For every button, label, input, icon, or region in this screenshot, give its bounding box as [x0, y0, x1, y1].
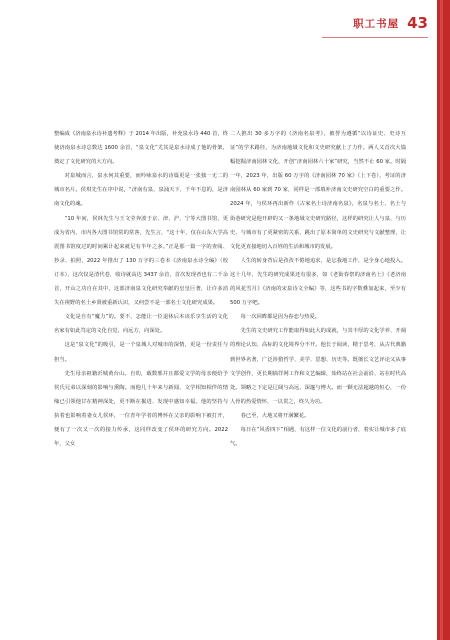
- right-text-column: [230, 127, 406, 451]
- section-title: 职工书屋: [353, 17, 400, 30]
- paragraph: 文化是自有“魔力”的。要不，怎能让一位退休后本该乐享生活的文化名家有如此笃定的文化自觉，向远方，向深处。: [54, 314, 228, 335]
- paragraph: 春已至，大地又将开满繁花。: [240, 412, 310, 419]
- paragraph: 整编成《济南泉水诗补遗考释》于 2014 年出版，补充泉水诗 440 首，终使济南泉水诗总数达 1600 余首，“泉文化”尤其是泉水诗成了他的骨架，奠定了文化研究的大方向。: [54, 131, 228, 166]
- page-header: [353, 10, 428, 36]
- paragraph: 先生母亲祖籍沂城黄台山。自幼，载数邢并且都爱文学的母亲便给予侯氏兄弟以深刻的影响与熏陶。而他几十年来与新闻、文学相知相伴的情缘已引领他甘在精神深处，更不断在掘进、发现中感知幸福。他的坚持与执着也影响着妻女儿侯环，一位青年学者的博怀在父亲的影响下被打开，便有了一次又一次的接力传承，这同样改变了侯环的研究方向。2022 年，父女: [54, 370, 228, 448]
- paragraph: 对泉城而言，泉水何其重要，而吟咏泉水的诗篇更是一张独一无二的城市名片。侯琪先生在序中说，“济南有泉，泉涌天下，千年不息的，是济南文化的魂。: [54, 173, 228, 208]
- paragraph: ”10 年间，侯林先生与王文莹奔波于京、津、沪、宁等大图书馆，更成为省内、市内各大图书馆常的常客，先生言，“这十年，仅在山东大学高震图书馆度过的时间累计起来就足有半年之多。”正是那一篇一字的查阅、抄录、拍照，2022 年推出了 130 万字的三卷本《济南泉水诗全编》（校订本），这次仅是清代卷，收诗就高达 3437 余首，首次发现者也有二千余首，开山之功自在其中，这部济南泉文化研究奉献的皇皇巨著，让许多消失在视野的名士乡贤被重新认识，又何尝不是一部名士文化研究成果。: [54, 215, 228, 307]
- paragraph: 人生的转身背后是孜孜不倦地追求，是忘我地工作，是全身心地投入。这十几年，先生的研究成果还有很多，如《老街春祭的济南名士》《老济南的风花雪月》《济南的宋泉诗文全编》等，这些书的字数叠加起来，至少有 500 万字吧。: [230, 257, 406, 307]
- left-text-column: [54, 127, 228, 451]
- paragraph: 每日在“风香四下”相遇，有这样一位文化的前行者，着实让城市多了底气。: [230, 426, 406, 448]
- header-rule: [322, 37, 428, 38]
- paragraph: 这是“泉文化”的吸引，是一个泉城人对城市的深情，更是一份责任与担当。: [54, 342, 228, 363]
- page-edge-tab: [437, 0, 450, 640]
- page-number: 43: [407, 14, 428, 32]
- paragraph: 二人推出 30 多万字的《济南名泉考》，被誉为遵循“以诗证史、史诗互证”的学术路径，为济南地域文化和文史研究献上了力作。两人又首次大篇幅挖掘济南园林文化，开创“济南园林六十家”研究，当然不止 60 家。时隔一年，2023 年，出版 60 万字的《济南园林 70 家》（上下卷），考证的济南园林从 60 家到 70 家，同样是一部填补济南文史研究空白的重要之作。2024 年，与侯环再出新作《古家名士诗济南名泉》，名泉与名士、名士与街巷研究是他开辟的又一条地域文史研究路径，这样的研究让人与泉、与历史、与城市有了更紧密的关系，跳出了原本简单的文史研究与文献整理，让文化更直接地切入百姓的生活和城市的发展。: [230, 131, 406, 250]
- paragraph: 先生的文史研究工作能取得如此大的成就，与其丰厚的文化学养、开阔的理论认知、高标的文化境界分不开。他长于阅读，精于思考，从古代典籍到世界名著，广泛涉猎哲学、美学、思想、历史等。既擅长文艺评论又从事文学创作，更长期徜徉网工作和文艺编辑，始终站在社会前沿、站在时代高处。领略之下定是辽阔与高远、深邃与博大。而一颗无法超越的恒心，一份人骨的热爱情怀，一以贯之，终久为功。: [230, 328, 406, 405]
- paragraph: 每一次回眸都是因为眷恋与热爱。: [240, 314, 321, 321]
